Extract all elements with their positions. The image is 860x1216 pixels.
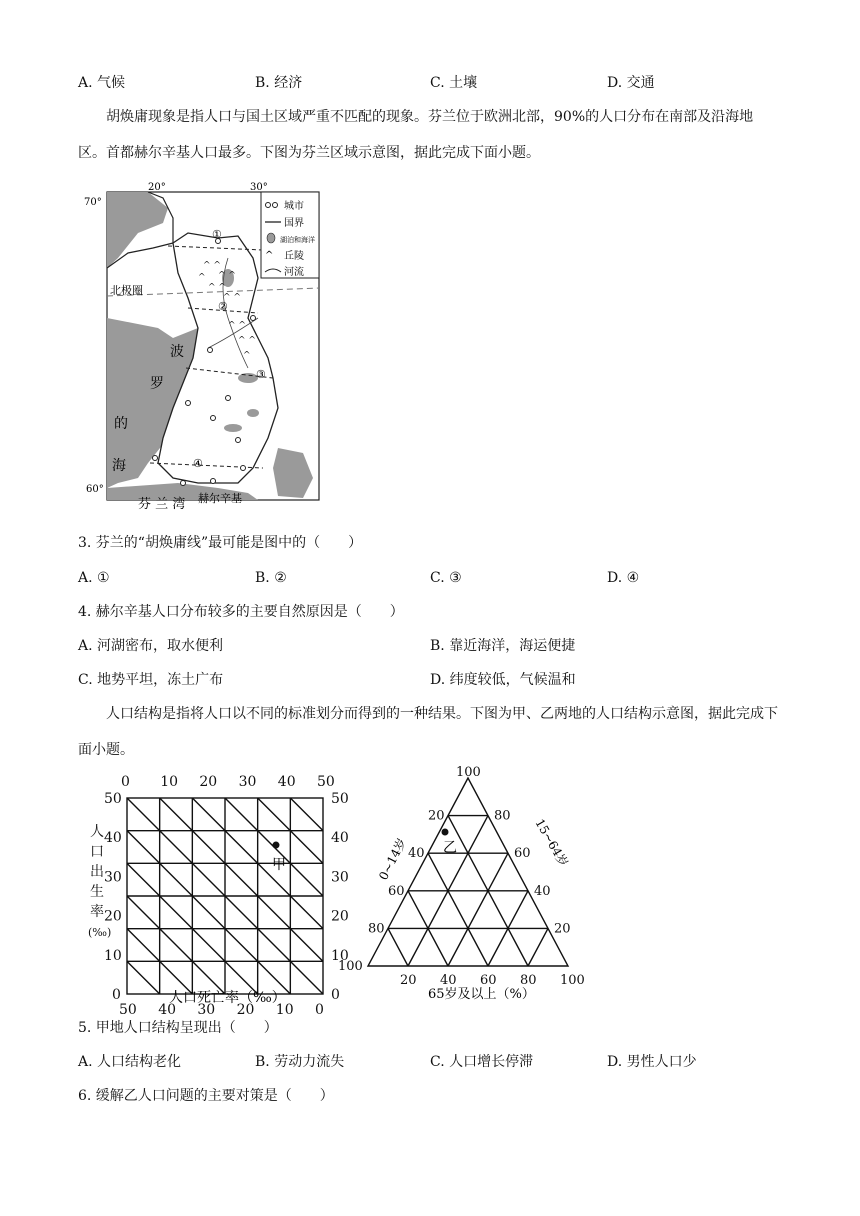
q4-option-b: B. 靠近海洋，海运便捷 — [430, 638, 576, 654]
sea-char-4: 海 — [112, 458, 126, 474]
svg-text:^ ^: ^ ^ — [238, 336, 256, 346]
tri-left-tick: 40 — [408, 846, 425, 862]
grid-left-tick: 40 — [104, 830, 122, 847]
option-b: B. 经济 — [255, 75, 303, 91]
tri-right-tick: 20 — [554, 921, 571, 937]
grid-top-tick: 30 — [238, 774, 257, 790]
grid-top-tick: 10 — [160, 774, 179, 790]
point-yi-label: 乙 — [443, 840, 457, 856]
legend-border: 国界 — [284, 218, 304, 229]
intro-paragraph-structure: 人口结构是指将人口以不同的标准划分而得到的一种结果。下图为甲、乙两地的人口结构示意图，据此完成下面小题。 — [78, 706, 778, 758]
grid-bottom-tick: 50 — [119, 1002, 137, 1018]
svg-text:^ ^: ^ ^ — [208, 283, 226, 293]
line-label-2: ② — [218, 300, 228, 313]
grid-bottom-tick: 40 — [158, 1002, 177, 1018]
q4-option-c: C. 地势平坦，冻土广布 — [78, 672, 224, 688]
q5-option-b: B. 劳动力流失 — [255, 1054, 345, 1070]
q4-option-a: A. 河湖密布，取水便利 — [78, 638, 224, 654]
grid-ylabel-char: 生 — [90, 884, 104, 900]
tri-right-tick: 40 — [534, 883, 551, 899]
lat-label-70: 70° — [84, 197, 102, 208]
grid-top-tick: 0 — [121, 774, 130, 790]
grid-top-tick: 20 — [199, 774, 218, 790]
q3-option-c: C. ③ — [430, 570, 462, 586]
grid-ylabel-char: 口 — [90, 844, 104, 860]
grid-left-tick: 20 — [104, 908, 122, 925]
grid-diagonal — [290, 798, 323, 831]
question-3-stem: 3. 芬兰的“胡焕庸线”最可能是图中的（ ） — [78, 535, 363, 551]
grid-ylabel-char: 率 — [90, 904, 104, 920]
point-jia — [272, 842, 279, 849]
tri-gridline — [388, 928, 408, 966]
question-4-stem: 4. 赫尔辛基人口分布较多的主要自然原因是（ ） — [78, 604, 404, 620]
age-structure-triangle — [338, 766, 598, 1006]
tri-right-tick: 80 — [494, 808, 511, 824]
grid-xlabel: 人口死亡率（‰） — [169, 990, 286, 1006]
grid-diagonal — [160, 798, 323, 961]
tri-left-tick: 80 — [368, 921, 385, 937]
gulf-label: 芬 兰 湾 — [138, 497, 186, 512]
q5-option-a: A. 人口结构老化 — [78, 1054, 182, 1070]
option-c: C. 土壤 — [430, 75, 478, 91]
grid-right-tick: 40 — [331, 830, 349, 847]
tri-gridline — [528, 928, 548, 966]
tri-left-tick: 60 — [388, 883, 405, 899]
tri-top-tick: 100 — [456, 765, 481, 780]
grid-top-tick: 40 — [277, 774, 296, 790]
arctic-circle-label: 北极圈 — [110, 284, 143, 297]
grid-left-tick: 10 — [104, 947, 122, 964]
grid-diagonal — [127, 961, 160, 994]
q4-option-d: D. 纬度较低，气候温和 — [430, 672, 576, 688]
finland-map — [78, 178, 328, 518]
point-yi — [442, 829, 449, 836]
grid-right-tick: 30 — [331, 869, 349, 886]
tri-left-axis: 0~14岁 — [376, 835, 410, 883]
lat-label-60: 60° — [86, 484, 104, 495]
q3-option-a: A. ① — [78, 570, 110, 586]
line-label-3: ③ — [256, 368, 266, 381]
capital-label: 赫尔辛基 — [198, 492, 242, 505]
option-a: A. 气候 — [78, 75, 126, 91]
tri-right-tick: 60 — [514, 846, 531, 862]
grid-bottom-tick: 20 — [236, 1002, 255, 1018]
legend-river: 河流 — [284, 267, 304, 278]
tri-left-tick: 20 — [428, 808, 445, 824]
grid-ylabel-char: 出 — [90, 864, 104, 880]
svg-text:^ ^: ^ ^ — [218, 271, 236, 281]
grid-right-tick: 50 — [331, 791, 349, 807]
tri-bottom-tick: 80 — [520, 973, 537, 988]
grid-bottom-tick: 0 — [315, 1002, 324, 1018]
legend-lake: 湖泊和海洋 — [280, 236, 315, 244]
q5-option-d: D. 男性人口少 — [607, 1054, 697, 1070]
lon-label-30: 30° — [250, 182, 268, 193]
tri-bottom-tick: 60 — [480, 973, 497, 988]
birth-death-rate-chart — [84, 770, 349, 1018]
legend-city: 城市 — [284, 201, 304, 212]
grid-top-tick: 50 — [317, 774, 335, 790]
grid-ylabel-char: (‰) — [88, 926, 112, 939]
sea-char-3: 的 — [114, 416, 128, 432]
lon-label-20: 20° — [148, 182, 166, 193]
triangle-frame — [368, 778, 568, 966]
grid-left-tick: 0 — [112, 987, 121, 1003]
grid-diagonal — [127, 896, 225, 994]
sea-char-1: 波 — [170, 344, 184, 360]
line-label-4: ④ — [193, 457, 203, 470]
grid-right-tick: 10 — [331, 947, 349, 964]
tri-gridline — [448, 853, 508, 966]
grid-bottom-tick: 30 — [197, 1002, 216, 1018]
q5-option-c: C. 人口增长停滞 — [430, 1054, 534, 1070]
tri-right-axis: 15~64岁 — [532, 816, 571, 870]
grid-right-tick: 20 — [331, 908, 349, 925]
tri-bottom-tick: 100 — [560, 973, 585, 988]
tri-bottom-tick: 20 — [400, 973, 417, 988]
grid-right-tick: 0 — [331, 987, 340, 1003]
svg-text:^ ^: ^ ^ — [228, 321, 246, 331]
grid-ylabel-char: 人 — [90, 824, 104, 840]
grid-bottom-tick: 10 — [275, 1002, 294, 1018]
point-jia-label: 甲 — [271, 857, 286, 874]
grid-left-tick: 30 — [104, 869, 122, 886]
question-5-stem: 5. 甲地人口结构呈现出（ ） — [78, 1020, 278, 1036]
legend-hill: 丘陵 — [284, 251, 304, 262]
tri-bottom-tick: 40 — [440, 973, 457, 988]
grid-diagonal — [127, 831, 290, 994]
grid-left-tick: 50 — [104, 791, 122, 807]
option-d: D. 交通 — [607, 75, 655, 91]
line-label-1: ① — [212, 228, 222, 241]
q3-option-b: B. ② — [255, 570, 287, 586]
q3-option-d: D. ④ — [607, 570, 640, 586]
intro-paragraph-finland: 胡焕庸现象是指人口与国土区域严重不匹配的现象。芬兰位于欧洲北部，90%的人口分布在南部及沿海地区。首都赫尔辛基人口最多。下图为芬兰区域示意图，据此完成下面小题。 — [78, 109, 754, 161]
svg-text:^ ^: ^ ^ — [223, 293, 241, 303]
svg-text:^: ^ — [265, 250, 274, 261]
question-6-stem: 6. 缓解乙人口问题的主要对策是（ ） — [78, 1088, 334, 1104]
svg-text:^: ^ — [243, 351, 251, 361]
tri-left-tick: 100 — [338, 959, 363, 974]
svg-text:^ ^: ^ ^ — [203, 261, 221, 271]
sea-char-2: 罗 — [150, 376, 164, 392]
svg-text:^: ^ — [198, 273, 206, 283]
tri-bottom-axis: 65岁及以上（%） — [428, 987, 535, 1002]
tri-gridline — [428, 853, 488, 966]
